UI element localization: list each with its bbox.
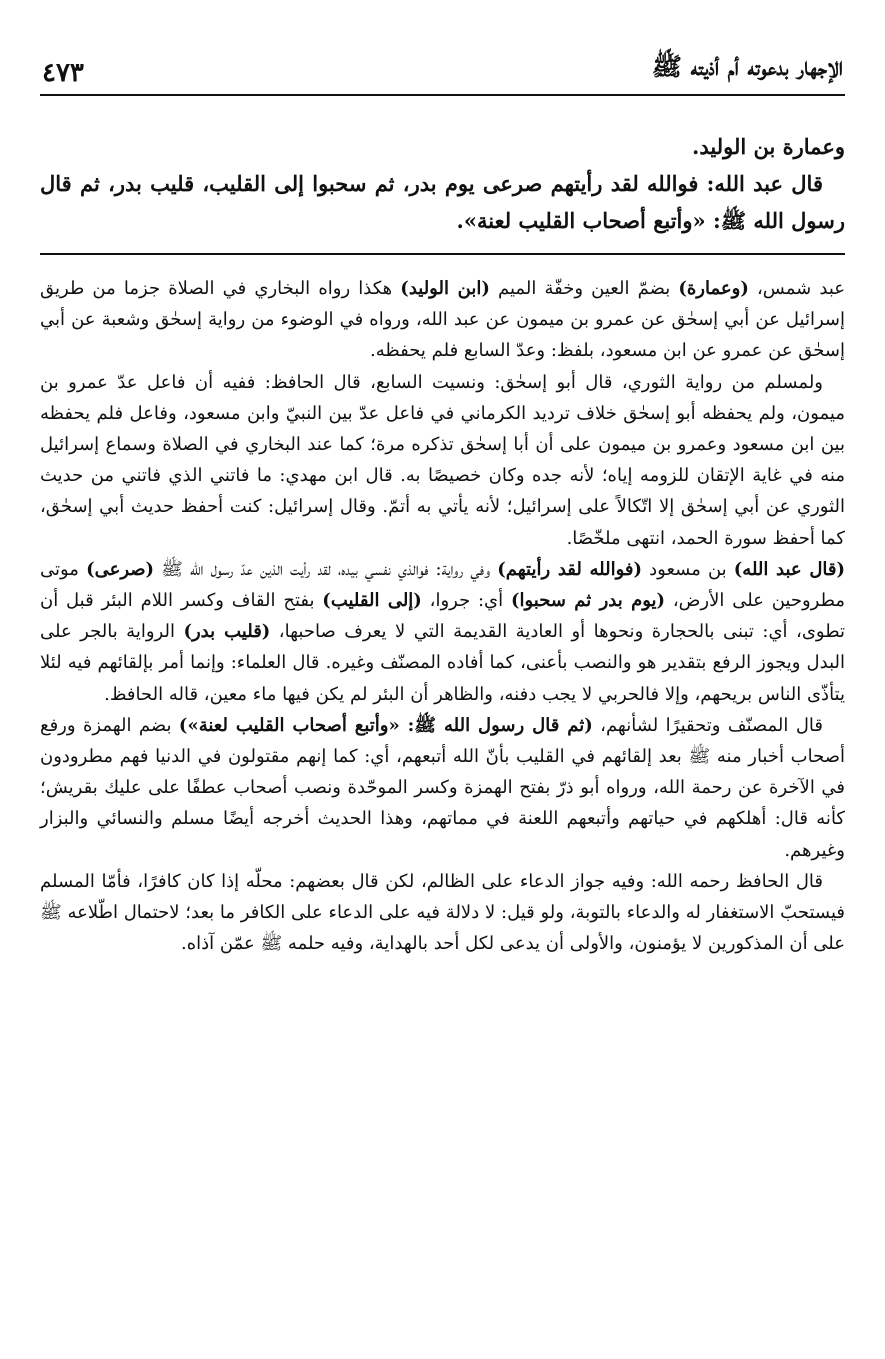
header-title: الإجهار بدعوته أم أذيته ﷺ xyxy=(651,52,843,81)
text-run: بفتح القاف وكسر اللام البئر قبل أن تطوى، أي: تبنى بالحجارة ونحوها أو العادية القديمة التي لا يعرف صاحبها، xyxy=(40,590,845,643)
text-run: بضم الهمزة ورفع أصحاب أخبار منه ﷺ بعد إلقائهم في القليب بأنّ الله أتبعهم، أي: كما إنهم مقتولون في الدنيا فهم مطرودون في الآخرة عن رحمة الله، ورواه أبو ذرّ بفتح الهمزة وكسر الموحّدة ونصب أصحاب عطفًا على عليك بقريش؛ كأنه قال: أهلكهم في حياتهم وأتبعهم اللعنة في مماتهم، وهذا الحديث أخرجه أيضًا مسلم والنسائي والبزار وغيرهم. xyxy=(40,714,845,861)
main-text-line: وعمارة بن الوليد. xyxy=(692,134,845,159)
text-run: الرواية بالجر على البدل ويجوز الرفع بتقدير هو والنصب بأعنى، كما أفاده المصنّف وغيره. قال العلماء: وإنما أمر بإلقائهم فيه لئلا يتأذّى الناس بريحهم، وإلا فالحربي لا يجب دفنه، والظاهر أن البئر لم يكن فيها ماء معين، قاله الحافظ. xyxy=(40,621,845,705)
commentary-paragraph xyxy=(40,273,845,367)
commentary-paragraph xyxy=(40,554,845,710)
bold-term: (إلى القليب) xyxy=(322,590,422,612)
text-run: موتى مطروحين على الأرض، xyxy=(40,558,845,612)
main-text xyxy=(40,128,845,239)
main-text-paragraph: قال عبد الله: فوالله لقد رأيتهم صرعى يوم بدر، ثم سحبوا إلى القليب، قليب بدر، ثم قال رسول الله ﷺ: «وأتبع أصحاب القليب لعنة». xyxy=(40,171,845,233)
text-run: أي: جروا، xyxy=(421,590,511,612)
text-run: بن مسعود xyxy=(642,558,734,580)
bold-term: (فوالله لقد رأيتهم) xyxy=(497,558,643,580)
bold-term: (وعمارة) xyxy=(678,278,749,299)
text-run: عبد شمس، xyxy=(748,278,845,299)
commentary xyxy=(40,273,845,959)
commentary-paragraph xyxy=(40,710,845,866)
running-header xyxy=(40,36,845,96)
section-divider xyxy=(40,253,845,255)
text-run: قال المصنّف وتحقيرًا لشأنهم، xyxy=(592,714,823,736)
text-run: هكذا رواه البخاري في الصلاة جزما من طريق إسرائيل عن أبي إسحٰق عن عمرو بن ميمون عن عبد الله، ورواه في الوضوء من رواية إسحٰق وشعبة عن أبي إسحٰق عن عمرو عن ابن مسعود، بلفظ: وعدّ السابع فلم يحفظه. xyxy=(40,278,845,362)
bold-term: (صرعى) xyxy=(86,558,155,580)
bold-term: (يوم بدر ثم سحبوا) xyxy=(510,590,666,612)
bold-term: (ابن الوليد) xyxy=(400,278,490,299)
page-number: ٤٧٣ xyxy=(42,58,84,88)
commentary-paragraph: قال الحافظ رحمه الله: وفيه جواز الدعاء على الظالم، لكن قال بعضهم: محلّه إذا كان كافرًا، فأمّا المسلم فيستحبّ الاستغفار له والدعاء بالتوبة، ولو قيل: لا دلالة فيه على الدعاء على الكافر ما بعد؛ لاحتمال اطّلاعه ﷺ على أن المذكورين لا يؤمنون، والأولى أن يدعى لكل أحد بالهداية، وفيه حلمه ﷺ عمّن آذاه. xyxy=(40,870,845,955)
commentary-paragraph: ولمسلم من رواية الثوري، قال أبو إسحٰق: ونسيت السابع، قال الحافظ: ففيه أن فاعل عدّ عمرو بن ميمون، ولم يحفظه أبو إسحٰق خلاف ترديد الكرماني في فاعل عدّ بين النبيّ وابن مسعود، وفاعل فلم يحفظه بين ابن مسعود وعمرو بن ميمون على أن أبا إسحٰق تذكره مرة؛ كما عند البخاري في الصلاة وسماع إسرائيل منه في غاية الإتقان للزومه إياه؛ لأنه جده وكان خصيصًا به. قال ابن مهدي: ما فاتني الذي فاتني من حديث الثوري عن أبي إسحٰق إلا اتّكالاً على إسرائيل؛ لأنه يأتي به أتمّ. وقال إسرائيل: كنت أحفظ حديث أبي إسحٰق، كما أحفظ سورة الحمد، انتهى ملخّصًا. xyxy=(40,371,845,549)
bold-term: (قليب بدر) xyxy=(183,621,271,643)
bold-term: (ثم قال رسول الله ﷺ: «وأتبع أصحاب القليب لعنة») xyxy=(178,714,593,736)
text-run: بضمّ العين وخفّة الميم xyxy=(489,278,679,299)
bold-term: (قال عبد الله) xyxy=(733,558,846,580)
text-run: وفي رواية: فوالذي نفسي بيده، لقد رأيت الذين عدّ رسول الله ﷺ xyxy=(154,558,498,580)
